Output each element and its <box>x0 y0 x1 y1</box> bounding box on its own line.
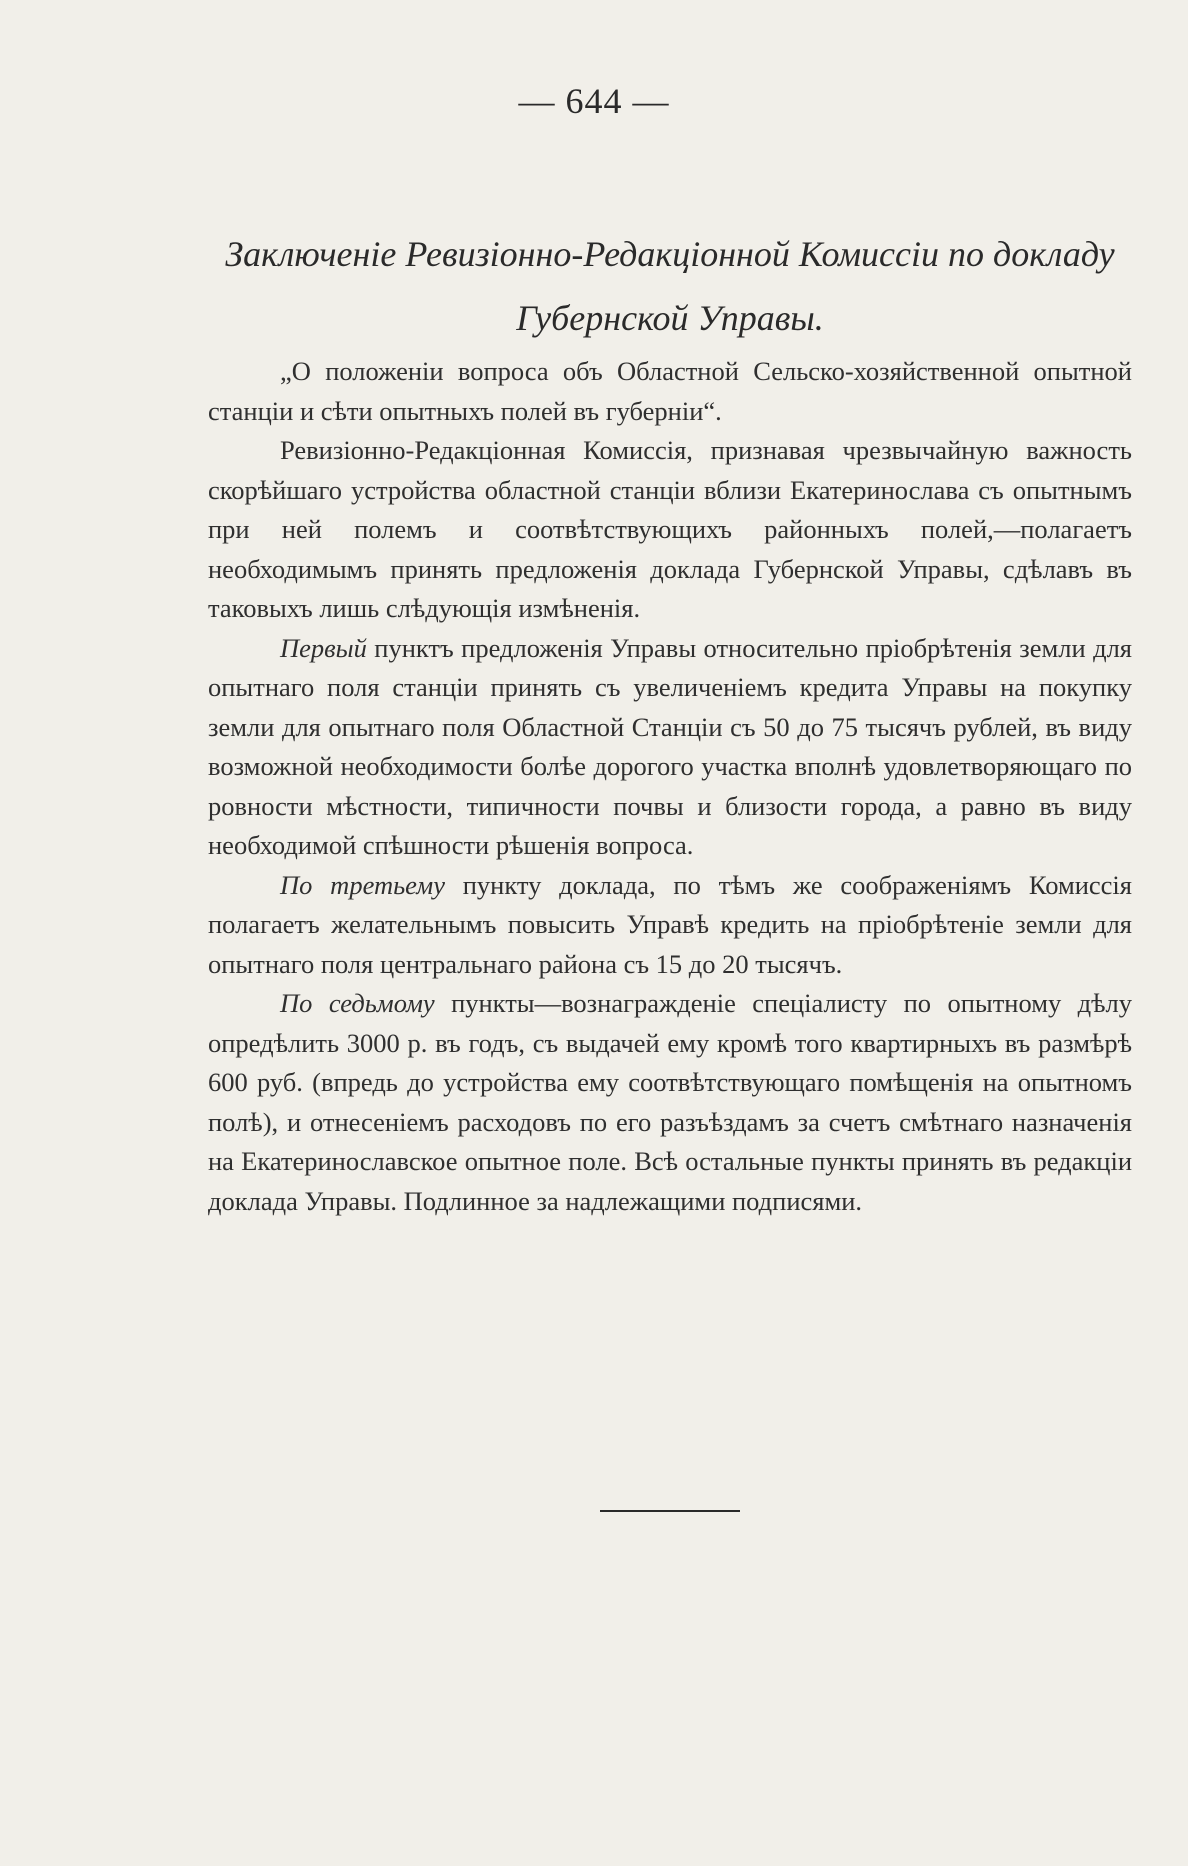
paragraph-5 <box>208 984 1132 1221</box>
paragraph-4-text: пункту доклада, по тѣмъ же соображеніямъ Комиссія полагаетъ желательнымъ повысить Управѣ кредить на пріобрѣтеніе земли для опытнаго поля центральнаго района съ 15 до 20 тысячъ. <box>208 869 1132 979</box>
heading-line-1: Заключеніе Ревизіонно-Редакціонной Комиссіи по докладу <box>225 234 1115 274</box>
page-number: — 644 — <box>518 81 670 121</box>
paragraph-5-text: пункты—вознагражденіе спеціалисту по опытному дѣлу опредѣлить 3000 р. въ годъ, съ выдачей ему кромѣ того квартирныхъ въ размѣрѣ 600 руб. (впредь до устройства ему соотвѣтствующаго помѣщенія на опытномъ полѣ), и отнесеніемъ расходовъ по его разъѣздамъ за счетъ смѣтнаго назначенія на Екатеринославское опытное поле. Всѣ остальные пункты принять въ редакціи доклада Управы. Подлинное за надлежащими подписями. <box>208 988 1132 1216</box>
heading-line-2: Губернской Управы. <box>516 298 824 338</box>
paragraph-1: „О положеніи вопроса объ Областной Сельско-хозяйственной опытной станціи и сѣти опытныхъ полей въ губерніи“. <box>208 356 1132 426</box>
paragraph-3 <box>208 629 1132 866</box>
paragraph-4-lead: По третьему <box>280 869 445 900</box>
paragraph-3-text: пунктъ предложенія Управы относительно пріобрѣтенія земли для опытнаго поля станціи принять съ увеличеніемъ кредита Управы на покупку земли для опытнаго поля Областной Станціи съ 50 до 75 тысячъ рублей, въ виду возможной необходимости болѣе дорогого участка вполнѣ удовлетворяющаго по ровности мѣстности, типичности почвы и близости города, а равно въ виду необходимой спѣшности рѣшенія вопроса. <box>208 632 1132 860</box>
paragraph-5-lead: По седьмому <box>280 988 435 1018</box>
paragraph-2: Ревизіонно-Редакціонная Комиссія, признавая чрезвычайную важность скорѣйшаго устройства областной станціи вблизи Екатеринослава съ опытнымъ при ней полемъ и соотвѣтствующихъ районныхъ полей,—полагаетъ необходимымъ принять предложенія доклада Губернской Управы, сдѣлавъ въ таковыхъ лишь слѣдующія измѣненія. <box>208 435 1132 623</box>
document-heading <box>200 222 1140 350</box>
closing-rule <box>600 1510 740 1512</box>
paragraph-3-lead: Первый <box>280 632 367 663</box>
body-text <box>208 352 1132 1221</box>
paragraph-4 <box>208 866 1132 985</box>
